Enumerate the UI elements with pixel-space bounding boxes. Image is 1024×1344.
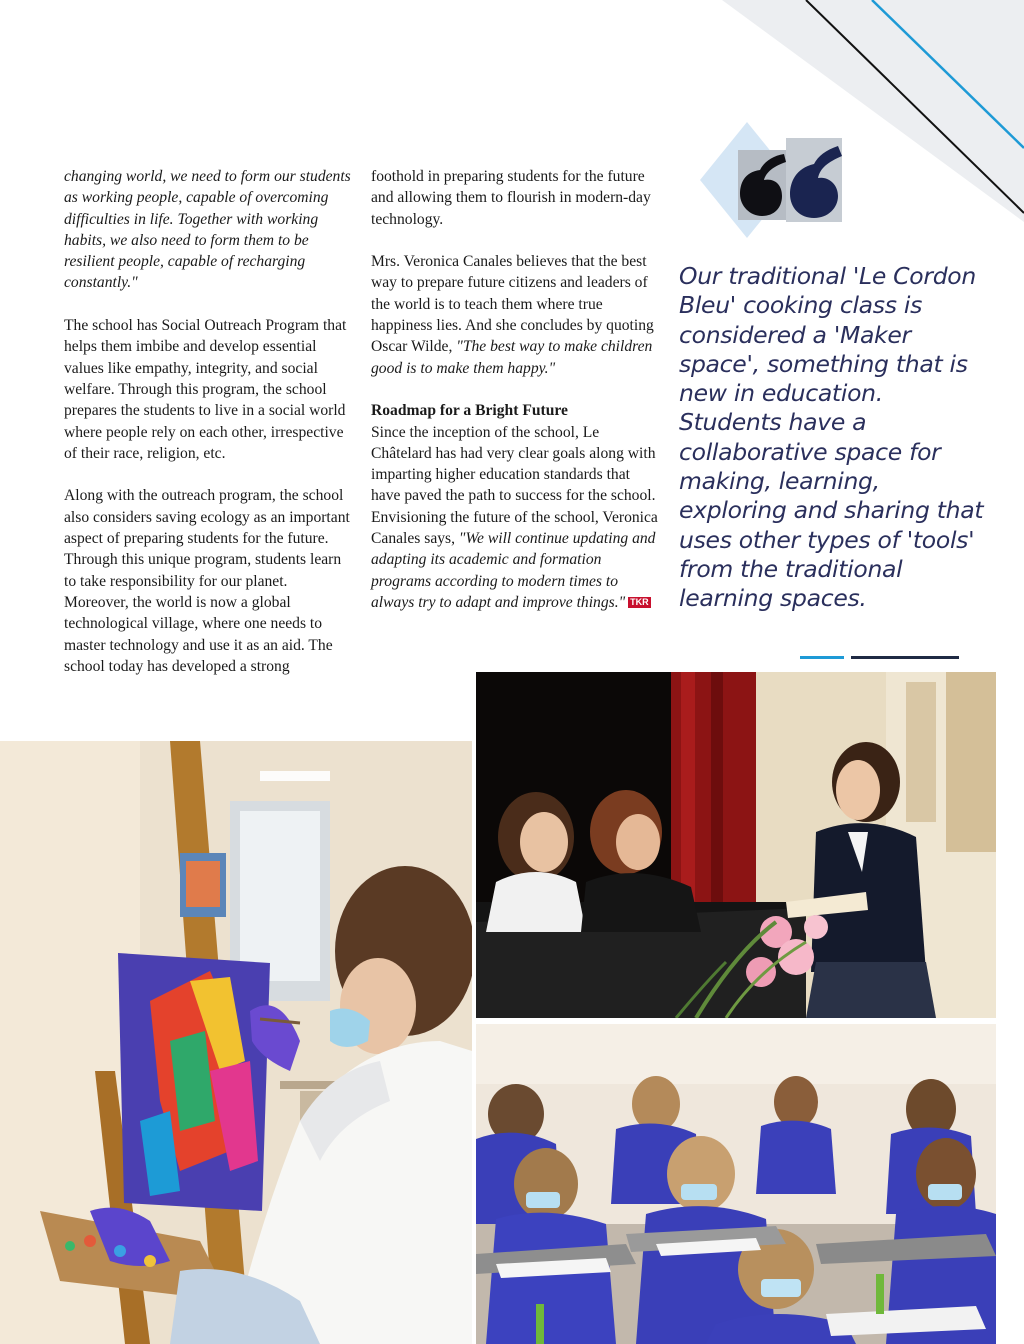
section-roadmap xyxy=(371,400,661,613)
quote-continuation: changing world, we need to form our students as working people, capable of overcoming difficulties in life. Together with working habits, we also need to form them to be resilient people, capable of recharging constantly." xyxy=(64,168,351,292)
paragraph-ecology: Along with the outreach program, the school also considers saving ecology as an important aspect of preparing students for the future. Through this unique program, students learn to take responsibility for our planet. Moreover, the world is now a global technological village, where one needs to master technology and use it as an aid. The school today has developed a strong xyxy=(64,487,350,675)
paragraph-roadmap-text: Since the inception of the school, Le Châtelard has had very clear goals along with imparting higher education standards that have paved the path to success for the school. Envisioning the future of the school, Veronica Canales says, xyxy=(371,423,658,548)
photo-classroom-exam xyxy=(476,1024,996,1344)
pull-quote: Our traditional 'Le Cordon Bleu' cooking class is considered a 'Maker space', something that is new in education. Students have a collaborative space for making, learning, exploring and sharing that uses other types of 'tools' from the traditional learning spaces. xyxy=(679,262,984,613)
roadmap-quote: "We will continue updating and adapting its academic and formation programs according to modern times to always try to adapt and improve things." xyxy=(371,530,656,611)
wilde-quote: "The best way to make children good is to make them happy." xyxy=(371,338,653,377)
accent-rule-dark xyxy=(851,656,959,659)
paragraph-canales-text: Mrs. Veronica Canales believes that the best way to prepare future citizens and leaders of the world is to teach them where true happiness lies. And she concludes by quoting Oscar Wilde, xyxy=(371,253,654,356)
paragraph-foothold: foothold in preparing students for the future and allowing them to flourish in modern-day technology. xyxy=(371,168,651,228)
photo-student-painting xyxy=(0,741,472,1344)
article-left-column xyxy=(64,166,354,677)
subheading-roadmap: Roadmap for a Bright Future xyxy=(371,402,568,420)
accent-rule-blue xyxy=(800,656,844,659)
paragraph-canales xyxy=(371,251,661,379)
article-middle-column xyxy=(371,166,661,613)
paragraph-outreach: The school has Social Outreach Program that helps them imbibe and develop essential values like empathy, integrity, and social welfare. Through this program, the school prepares the students to live in a social world where people rely on each other, irrespective of their race, religion, etc. xyxy=(64,317,347,462)
double-quote-icon xyxy=(700,122,850,242)
tkr-end-mark: TKR xyxy=(630,596,649,607)
photo-stage-award xyxy=(476,672,996,1018)
